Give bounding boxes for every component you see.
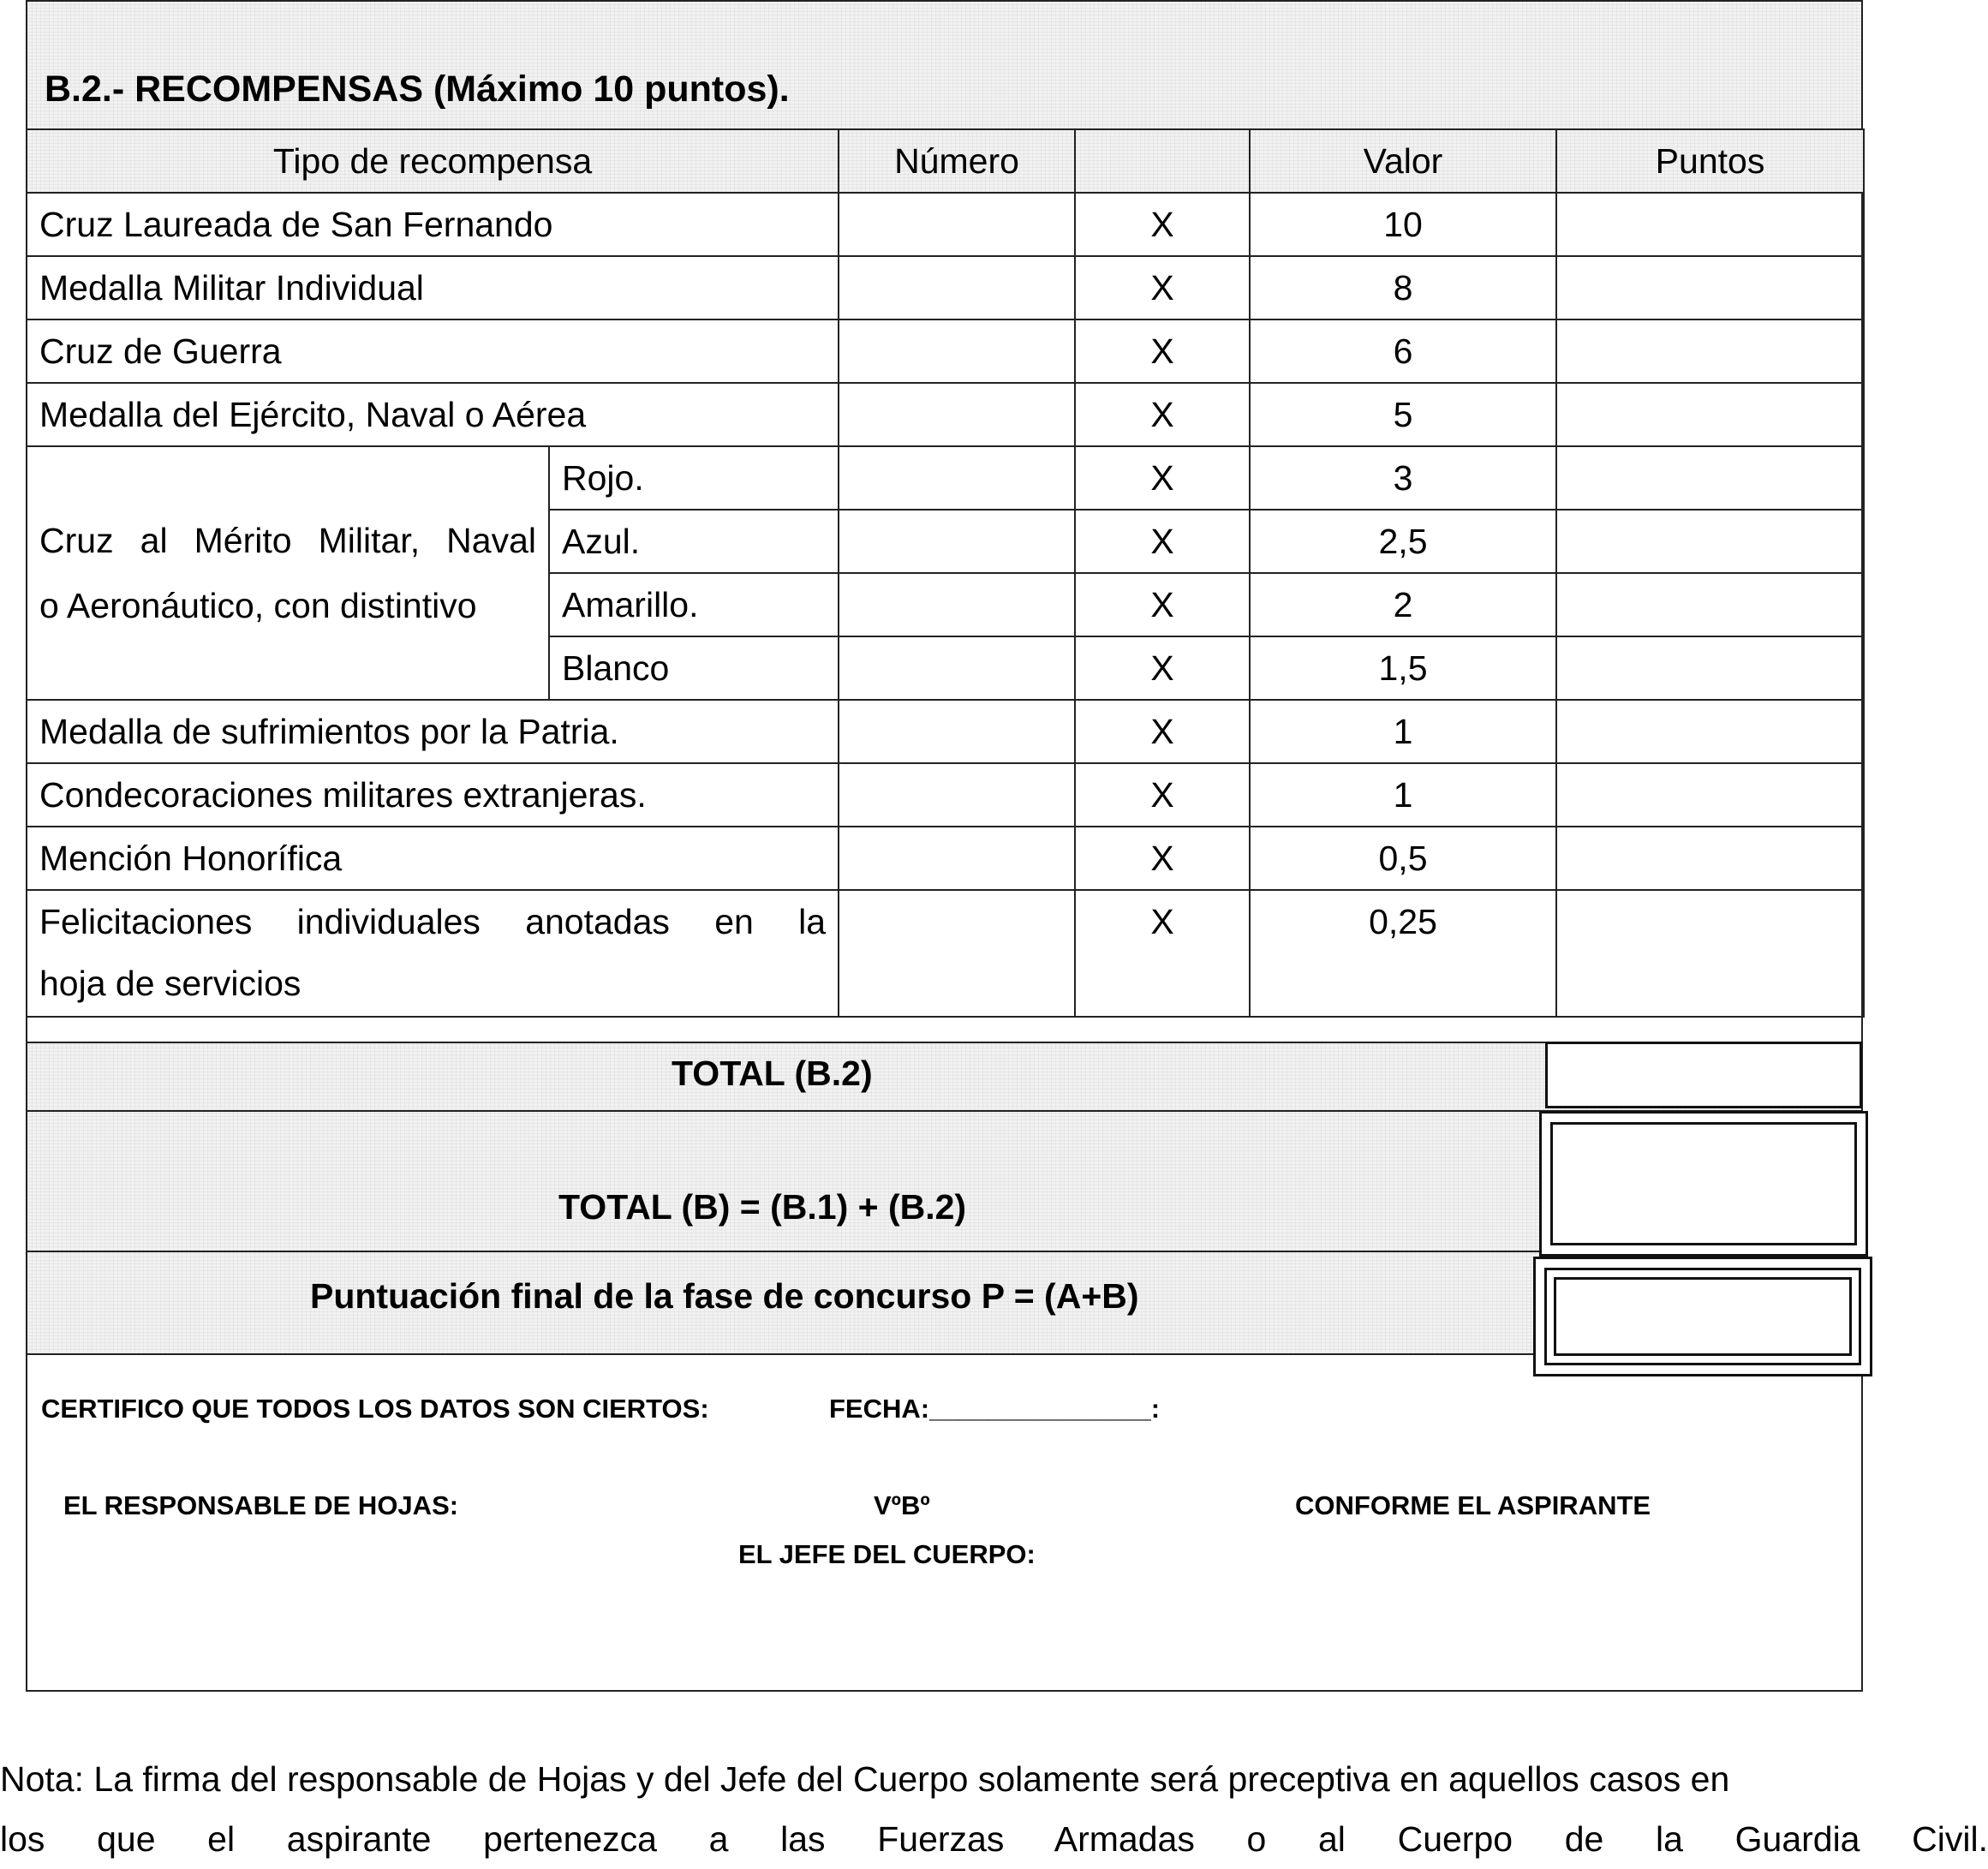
row-tipo: Medalla Militar Individual xyxy=(27,256,839,319)
rewards-table xyxy=(26,128,1865,1018)
valor-cell: 3 xyxy=(1250,446,1556,510)
distintivo-color: Blanco xyxy=(549,636,839,700)
times-mark: X xyxy=(1075,383,1250,446)
numero-cell[interactable] xyxy=(839,573,1075,636)
valor-cell: 2,5 xyxy=(1250,510,1556,573)
table-row xyxy=(27,763,1864,827)
valor-cell: 2 xyxy=(1250,573,1556,636)
table-row xyxy=(27,256,1864,319)
puntos-cell[interactable] xyxy=(1556,700,1864,763)
times-mark: X xyxy=(1075,636,1250,700)
vobo-label: VºBº xyxy=(874,1490,930,1520)
numero-cell[interactable] xyxy=(839,510,1075,573)
responsable-label: EL RESPONSABLE DE HOJAS: xyxy=(63,1490,459,1520)
row-tipo: Cruz Laureada de San Fernando xyxy=(27,193,839,256)
total-b-box[interactable] xyxy=(1539,1111,1868,1257)
final-score-box[interactable] xyxy=(1533,1257,1872,1376)
numero-cell[interactable] xyxy=(839,763,1075,827)
merito-label xyxy=(27,446,549,700)
total-b2-box[interactable] xyxy=(1545,1042,1862,1108)
valor-cell: 0,25 xyxy=(1250,890,1556,1017)
nota-line2: los que el aspirante pertenezca a las Fuerzas Armadas o al Cuerpo de la Guardia Civil. xyxy=(0,1819,1988,1859)
numero-cell[interactable] xyxy=(839,383,1075,446)
jefe-label: EL JEFE DEL CUERPO: xyxy=(738,1539,1036,1569)
table-row xyxy=(27,193,1864,256)
valor-cell: 10 xyxy=(1250,193,1556,256)
valor-cell: 0,5 xyxy=(1250,827,1556,890)
times-mark: X xyxy=(1075,256,1250,319)
final-score-label: Puntuación final de la fase de concurso P = (A+B) xyxy=(310,1276,1139,1316)
section-title: B.2.- RECOMPENSAS (Máximo 10 puntos). xyxy=(45,69,790,110)
numero-cell[interactable] xyxy=(839,256,1075,319)
puntos-cell[interactable] xyxy=(1556,636,1864,700)
merito-label-line1: Cruz al Mérito Militar, Naval xyxy=(39,521,536,560)
distintivo-color: Rojo. xyxy=(549,446,839,510)
distintivo-color: Azul. xyxy=(549,510,839,573)
valor-cell: 1 xyxy=(1250,763,1556,827)
total-b-box-inner xyxy=(1550,1122,1857,1245)
puntos-cell[interactable] xyxy=(1556,319,1864,383)
header-tipo: Tipo de recompensa xyxy=(27,129,839,193)
puntos-cell[interactable] xyxy=(1556,383,1864,446)
puntos-cell[interactable] xyxy=(1556,446,1864,510)
numero-cell[interactable] xyxy=(839,319,1075,383)
times-mark: X xyxy=(1075,446,1250,510)
numero-cell[interactable] xyxy=(839,890,1075,1017)
times-mark: X xyxy=(1075,510,1250,573)
puntos-cell[interactable] xyxy=(1556,510,1864,573)
fecha-field[interactable]: FECHA:_______________: xyxy=(829,1394,1161,1424)
row-tipo: Medalla de sufrimientos por la Patria. xyxy=(27,700,839,763)
times-mark: X xyxy=(1075,890,1250,1017)
table-row xyxy=(27,383,1864,446)
header-blank xyxy=(1075,129,1250,193)
puntos-cell[interactable] xyxy=(1556,256,1864,319)
nota-line1: Nota: La firma del responsable de Hojas y del Jefe del Cuerpo solamente será preceptiva en aquellos casos en xyxy=(0,1759,1730,1799)
total-b-label: TOTAL (B) = (B.1) + (B.2) xyxy=(558,1187,967,1227)
times-mark: X xyxy=(1075,193,1250,256)
distintivo-color: Amarillo. xyxy=(549,573,839,636)
valor-cell: 5 xyxy=(1250,383,1556,446)
table-row xyxy=(27,446,1864,510)
felicitaciones-line1: Felicitaciones individuales anotadas en la xyxy=(39,902,826,941)
numero-cell[interactable] xyxy=(839,700,1075,763)
times-mark: X xyxy=(1075,827,1250,890)
conforme-label: CONFORME EL ASPIRANTE xyxy=(1295,1490,1651,1520)
times-mark: X xyxy=(1075,319,1250,383)
valor-cell: 1,5 xyxy=(1250,636,1556,700)
numero-cell[interactable] xyxy=(839,193,1075,256)
header-puntos: Puntos xyxy=(1556,129,1864,193)
times-mark: X xyxy=(1075,763,1250,827)
numero-cell[interactable] xyxy=(839,636,1075,700)
felicitaciones-line2: hoja de servicios xyxy=(39,964,301,1003)
table-row xyxy=(27,890,1864,1017)
merito-label-line2: o Aeronáutico, con distintivo xyxy=(39,586,477,625)
certify-text: CERTIFICO QUE TODOS LOS DATOS SON CIERTOS: xyxy=(41,1394,709,1424)
row-tipo: Mención Honorífica xyxy=(27,827,839,890)
total-b2-label: TOTAL (B.2) xyxy=(672,1054,873,1093)
header-valor: Valor xyxy=(1250,129,1556,193)
puntos-cell[interactable] xyxy=(1556,890,1864,1017)
valor-cell: 8 xyxy=(1250,256,1556,319)
numero-cell[interactable] xyxy=(839,827,1075,890)
header-row xyxy=(27,129,1864,193)
header-numero: Número xyxy=(839,129,1075,193)
valor-cell: 6 xyxy=(1250,319,1556,383)
puntos-cell[interactable] xyxy=(1556,763,1864,827)
table-row xyxy=(27,700,1864,763)
times-mark: X xyxy=(1075,700,1250,763)
puntos-cell[interactable] xyxy=(1556,573,1864,636)
table-row xyxy=(27,827,1864,890)
section-header xyxy=(26,0,1863,130)
puntos-cell[interactable] xyxy=(1556,827,1864,890)
final-score-box-inner2 xyxy=(1554,1277,1852,1356)
valor-cell: 1 xyxy=(1250,700,1556,763)
row-tipo: Cruz de Guerra xyxy=(27,319,839,383)
table-row xyxy=(27,319,1864,383)
row-tipo: Medalla del Ejército, Naval o Aérea xyxy=(27,383,839,446)
times-mark: X xyxy=(1075,573,1250,636)
felicitaciones-cell xyxy=(27,890,839,1017)
final-score-box-inner xyxy=(1544,1268,1861,1365)
puntos-cell[interactable] xyxy=(1556,193,1864,256)
numero-cell[interactable] xyxy=(839,446,1075,510)
row-tipo: Condecoraciones militares extranjeras. xyxy=(27,763,839,827)
